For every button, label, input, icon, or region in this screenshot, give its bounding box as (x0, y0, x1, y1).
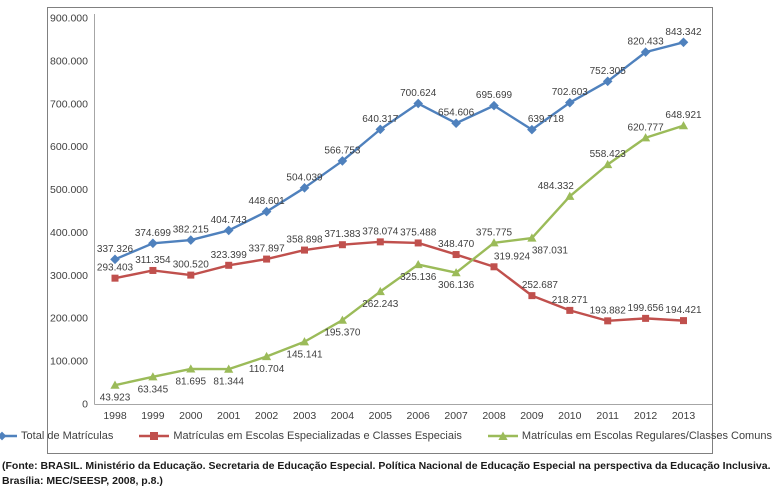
data-label: 218.271 (551, 294, 588, 306)
marker-square-icon (339, 241, 346, 248)
data-label: 382.215 (172, 224, 209, 236)
data-label: 252.687 (521, 280, 558, 292)
y-axis-tick-label: 100.000 (50, 355, 88, 368)
data-label: 375.488 (400, 227, 437, 239)
legend-label: Matrículas em Escolas Regulares/Classes Comuns (521, 430, 772, 442)
marker-square-icon (680, 317, 687, 324)
data-label: 448.601 (248, 196, 285, 208)
marker-square-icon (263, 256, 270, 263)
data-label: 194.421 (665, 305, 702, 317)
data-label: 843.342 (665, 26, 702, 38)
data-label: 378.074 (362, 226, 399, 238)
y-axis-tick-label: 0 (82, 398, 88, 411)
data-label: 300.520 (172, 259, 209, 271)
marker-diamond-icon (148, 238, 158, 248)
series-line (115, 126, 684, 388)
data-label: 43.923 (99, 392, 131, 404)
data-label: 504.039 (286, 172, 323, 184)
legend-item-specialized (139, 430, 462, 442)
marker-square-icon (528, 292, 535, 299)
data-label: 558.423 (589, 148, 626, 160)
x-axis-tick-label: 2013 (671, 410, 696, 422)
source-citation: (Fonte: BRASIL. Ministério da Educação. Secretaria de Educação Especial. Política Nacional de Educação Especial na perspectiva da Educação Inclusiva. Brasília: MEC/SEESP, 2008, p.8.) (2, 460, 771, 487)
data-label: 337.897 (248, 243, 285, 255)
marker-diamond-icon (224, 226, 234, 236)
marker-square-icon (453, 251, 460, 258)
y-axis-tick-label: 600.000 (50, 141, 88, 154)
data-label: 193.882 (589, 305, 626, 317)
data-label: 648.921 (665, 110, 702, 122)
marker-square-icon (149, 267, 156, 274)
data-label: 620.777 (627, 122, 664, 134)
x-axis-tick-label: 1998 (103, 410, 127, 422)
data-label: 375.775 (475, 227, 513, 239)
x-axis-tick-label: 2008 (482, 410, 506, 422)
x-axis-tick-label: 2001 (217, 410, 241, 422)
marker-square-icon (187, 272, 194, 279)
y-axis-tick-label: 900.000 (50, 12, 88, 25)
legend-line-diamond-icon (0, 431, 17, 441)
data-label: 293.403 (96, 262, 134, 274)
data-label: 145.141 (286, 349, 323, 361)
data-label: 387.031 (531, 245, 568, 257)
y-axis-tick-label: 300.000 (50, 269, 88, 282)
data-label: 311.354 (135, 254, 171, 266)
data-label: 654.606 (438, 107, 475, 119)
x-axis-tick-label: 2010 (558, 410, 582, 422)
marker-square-icon (642, 315, 649, 322)
data-label: 702.603 (551, 87, 588, 99)
legend-line-triangle-icon (488, 431, 518, 441)
data-label: 640.317 (362, 113, 399, 125)
marker-square-icon (491, 263, 498, 270)
marker-triangle-icon (679, 121, 688, 129)
data-label: 110.704 (248, 364, 285, 376)
data-label: 484.332 (537, 180, 574, 192)
data-label: 306.136 (438, 280, 475, 292)
x-axis-tick-label: 1999 (141, 410, 165, 422)
data-label: 695.699 (475, 90, 513, 102)
legend-line-square-icon (139, 431, 169, 441)
y-axis-tick-label: 400.000 (50, 226, 88, 239)
data-label: 404.743 (210, 214, 247, 226)
data-label: 319.924 (493, 251, 531, 263)
x-axis-tick-label: 2003 (292, 410, 317, 422)
data-label: 199.656 (627, 302, 664, 314)
data-label: 81.344 (213, 376, 244, 388)
data-label: 371.383 (324, 229, 361, 241)
legend-item-regular (488, 430, 772, 442)
marker-square-icon (225, 262, 232, 269)
data-label: 358.898 (286, 234, 323, 246)
x-axis-tick-label: 2007 (444, 410, 468, 422)
data-label: 374.699 (134, 227, 171, 239)
x-axis-tick-label: 2009 (520, 410, 544, 422)
data-label: 195.370 (324, 327, 361, 339)
legend-label: Total de Matrículas (21, 430, 114, 442)
data-label: 81.695 (175, 376, 207, 388)
data-label: 752.305 (589, 65, 626, 77)
data-label: 700.624 (400, 88, 437, 100)
data-label: 63.345 (137, 384, 169, 396)
chart-legend (21, 430, 772, 442)
data-label: 820.433 (627, 36, 664, 48)
data-label: 323.399 (210, 249, 247, 261)
marker-square-icon (301, 247, 308, 254)
data-label: 639.718 (527, 114, 564, 126)
x-axis-tick-label: 2006 (406, 410, 430, 422)
x-axis-tick-label: 2011 (596, 410, 619, 422)
marker-square-icon (566, 307, 573, 314)
marker-square-icon (377, 238, 384, 245)
y-axis-tick-label: 800.000 (50, 55, 88, 68)
data-label: 325.136 (400, 272, 437, 284)
x-axis-tick-label: 2012 (633, 410, 658, 422)
x-axis-tick-label: 2005 (368, 410, 392, 422)
marker-square-icon (604, 317, 611, 324)
y-axis-tick-label: 700.000 (50, 98, 88, 111)
legend-label: Matrículas em Escolas Especializadas e Classes Especiais (173, 430, 462, 442)
x-axis-tick-label: 2002 (254, 410, 279, 422)
y-axis-tick-label: 200.000 (50, 312, 88, 325)
marker-diamond-icon (451, 118, 461, 128)
legend-item-total (0, 430, 113, 442)
marker-diamond-icon (679, 37, 689, 47)
data-label: 348.470 (438, 239, 475, 251)
data-label: 566.753 (324, 145, 361, 157)
x-axis-tick-label: 2004 (330, 410, 355, 422)
data-label: 262.243 (362, 299, 399, 311)
marker-square-icon (112, 275, 119, 282)
marker-square-icon (415, 239, 422, 246)
x-axis-tick-label: 2000 (179, 410, 203, 422)
y-axis-tick-label: 500.000 (50, 184, 88, 197)
data-label: 337.326 (96, 243, 134, 255)
marker-diamond-icon (186, 235, 196, 245)
